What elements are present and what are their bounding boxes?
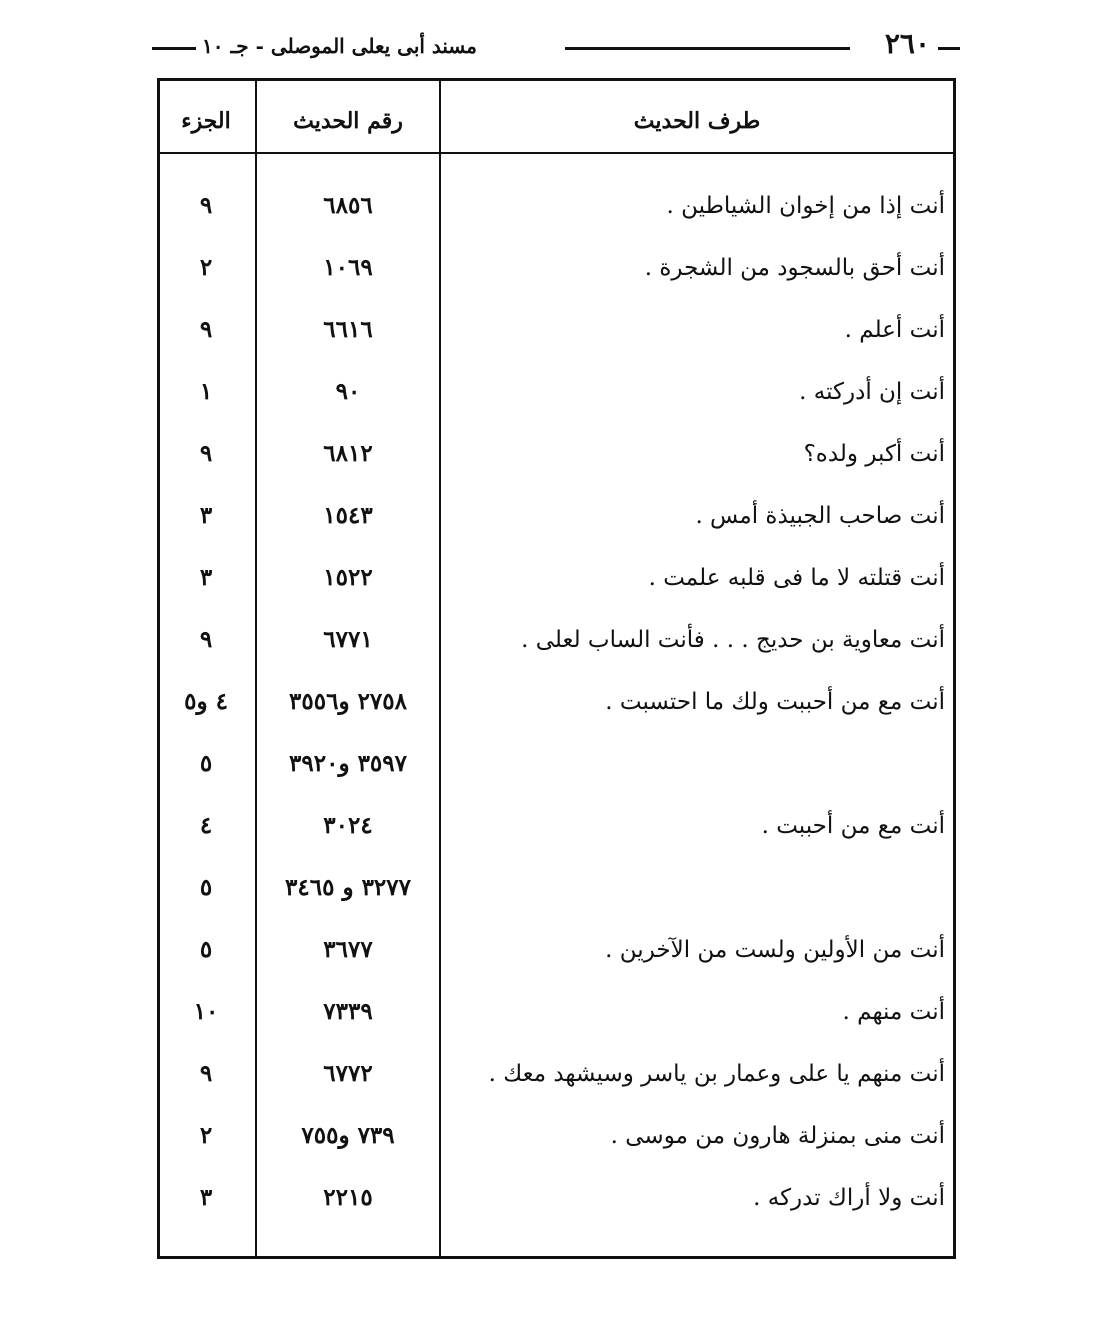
hadith-text: أنت منهم يا على وعمار بن ياسر وسيشهد معك .	[488, 1061, 945, 1087]
volume-number: ٤ و٥	[184, 688, 228, 715]
table-row	[160, 238, 953, 300]
hadith-text: أنت إن أدركته .	[799, 379, 945, 405]
hadith-text: أنت ولا أراك تدركه .	[753, 1185, 945, 1211]
table-row	[160, 1106, 953, 1168]
volume-number: ٥	[199, 750, 213, 777]
hadith-number: ٣٦٧٧	[323, 936, 373, 963]
volume-number: ٩	[199, 316, 213, 343]
table-row	[160, 920, 953, 982]
table-body	[160, 176, 953, 1230]
header-rule-middle	[565, 47, 850, 50]
hadith-text: أنت أكبر ولده؟	[803, 441, 945, 467]
hadith-text: أنت منى بمنزلة هارون من موسى .	[610, 1123, 945, 1149]
volume-number: ٩	[199, 440, 213, 467]
table-row	[160, 176, 953, 238]
hadith-number: ٧٣٣٩	[323, 998, 373, 1025]
hadith-number: ٦٨١٢	[323, 440, 373, 467]
header-separator	[160, 152, 953, 154]
hadith-text: أنت مع من أحببت .	[761, 813, 945, 839]
volume-number: ٥	[199, 936, 213, 963]
hadith-index-table	[157, 78, 956, 1259]
volume-number: ٤	[199, 812, 213, 839]
hadith-text: أنت إذا من إخوان الشياطين .	[666, 193, 945, 219]
hadith-text: أنت منهم .	[842, 999, 945, 1025]
hadith-number: ٦٧٧١	[323, 626, 373, 653]
hadith-number: ٩٠	[335, 378, 361, 405]
hadith-number: ٦٦١٦	[323, 316, 373, 343]
hadith-text: أنت قتلته لا ما فى قلبه علمت .	[648, 565, 945, 591]
hadith-number: ٦٧٧٢	[323, 1060, 373, 1087]
volume-number: ١	[199, 378, 213, 405]
column-header-hadith: طرف الحديث	[633, 108, 761, 134]
column-header-number: رقم الحديث	[293, 108, 403, 134]
table-row	[160, 300, 953, 362]
table-row	[160, 362, 953, 424]
hadith-text: أنت معاوية بن حديج . . . فأنت الساب لعلى .	[521, 627, 945, 653]
hadith-text: أنت أحق بالسجود من الشجرة .	[644, 255, 945, 281]
volume-number: ٩	[199, 192, 213, 219]
header-rule-left	[152, 47, 196, 50]
hadith-number: ٣٥٩٧ و٣٩٢٠	[289, 750, 407, 777]
volume-number: ٣	[199, 564, 213, 591]
hadith-number: ١٠٦٩	[323, 254, 373, 281]
volume-number: ٢	[199, 254, 213, 281]
volume-number: ٢	[199, 1122, 213, 1149]
table-row	[160, 610, 953, 672]
book-title: مسند أبى يعلى الموصلى - جـ ١٠	[202, 34, 477, 58]
volume-number: ٩	[199, 626, 213, 653]
hadith-text: أنت أعلم .	[844, 317, 945, 343]
table-row	[160, 1168, 953, 1230]
table-row	[160, 672, 953, 734]
hadith-number: ١٥٢٢	[323, 564, 373, 591]
volume-number: ٩	[199, 1060, 213, 1087]
hadith-number: ١٥٤٣	[323, 502, 373, 529]
hadith-number: ٣٢٧٧ و ٣٤٦٥	[285, 874, 411, 901]
table-row	[160, 1044, 953, 1106]
hadith-text: أنت من الأولين ولست من الآخرين .	[605, 937, 945, 963]
table-row	[160, 734, 953, 796]
hadith-number: ٣٠٢٤	[323, 812, 373, 839]
table-row	[160, 424, 953, 486]
hadith-text: أنت صاحب الجبيذة أمس .	[695, 503, 945, 529]
table-row	[160, 796, 953, 858]
volume-number: ٣	[199, 1184, 213, 1211]
table-row	[160, 982, 953, 1044]
header-rule-right	[938, 47, 960, 50]
hadith-number: ٢٧٥٨ و٣٥٥٦	[289, 688, 407, 715]
running-header	[152, 24, 960, 64]
table-row	[160, 548, 953, 610]
page-number: ٢٦٠	[884, 27, 930, 60]
hadith-number: ٢٢١٥	[323, 1184, 373, 1211]
volume-number: ٣	[199, 502, 213, 529]
volume-number: ١٠	[193, 998, 219, 1025]
hadith-text: أنت مع من أحببت ولك ما احتسبت .	[605, 689, 945, 715]
table-row	[160, 486, 953, 548]
hadith-number: ٦٨٥٦	[323, 192, 373, 219]
hadith-number: ٧٣٩ و٧٥٥	[301, 1122, 395, 1149]
table-row	[160, 858, 953, 920]
column-header-part: الجزء	[181, 108, 231, 134]
volume-number: ٥	[199, 874, 213, 901]
